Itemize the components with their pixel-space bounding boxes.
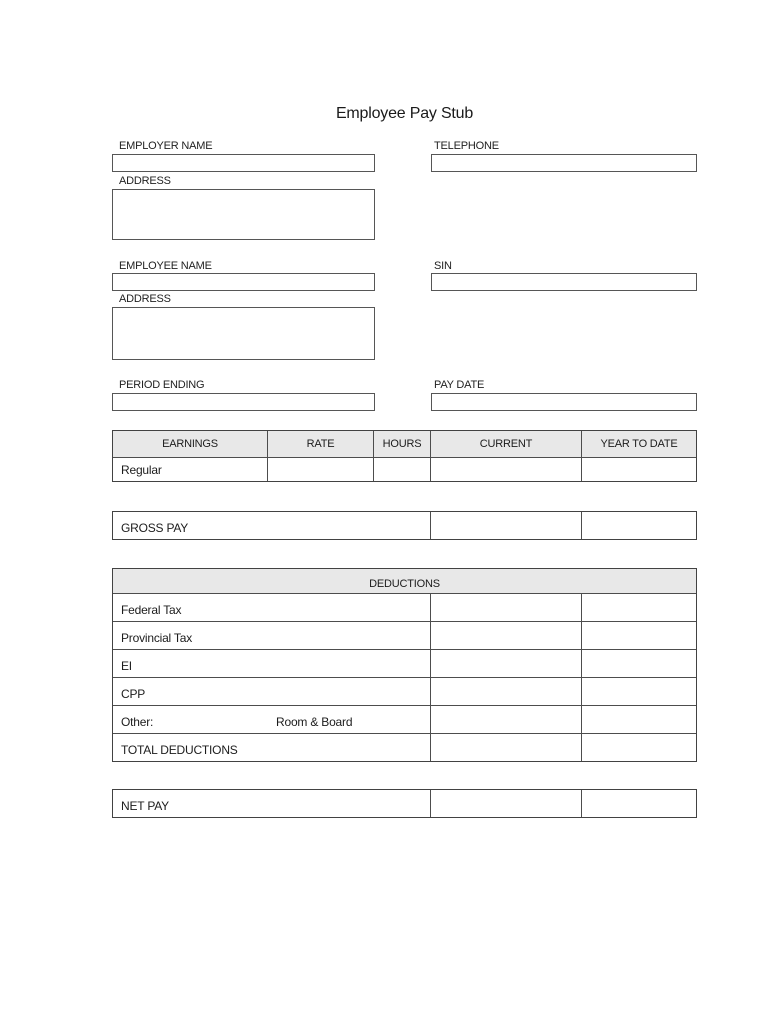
sin-input[interactable]: [431, 273, 697, 291]
deduction-federal-tax-label: Federal Tax: [113, 594, 430, 621]
earnings-header-year-to-date: YEAR TO DATE: [582, 431, 696, 457]
deduction-federal-tax-current-cell[interactable]: [431, 594, 581, 621]
earnings-ytd-cell[interactable]: [582, 458, 696, 481]
employee-address-label: ADDRESS: [119, 293, 171, 305]
gross-pay-ytd-cell[interactable]: [582, 512, 696, 539]
deductions-header: DEDUCTIONS: [113, 569, 696, 593]
net-pay-label: NET PAY: [113, 790, 430, 817]
deduction-provincial-tax-label: Provincial Tax: [113, 622, 430, 649]
period-ending-input[interactable]: [112, 393, 375, 411]
net-pay-ytd-cell[interactable]: [582, 790, 696, 817]
deduction-other-current-cell[interactable]: [431, 706, 581, 733]
employer-address-label: ADDRESS: [119, 175, 171, 187]
net-pay-table: [112, 789, 697, 818]
earnings-hours-cell[interactable]: [374, 458, 430, 481]
total-deductions-ytd-cell[interactable]: [582, 734, 696, 761]
telephone-label: TELEPHONE: [434, 140, 499, 152]
net-pay-current-cell[interactable]: [431, 790, 581, 817]
earnings-row-label: Regular: [113, 458, 267, 481]
deduction-cpp-current-cell[interactable]: [431, 678, 581, 705]
deduction-ei-ytd-cell[interactable]: [582, 650, 696, 677]
deduction-other-ytd-cell[interactable]: [582, 706, 696, 733]
deduction-other-label-text: Other:: [121, 715, 154, 729]
sin-label: SIN: [434, 260, 452, 272]
gross-pay-table: [112, 511, 697, 540]
deduction-other-detail: Room & Board: [276, 715, 353, 729]
earnings-current-cell[interactable]: [431, 458, 581, 481]
deduction-ei-label: EI: [113, 650, 430, 677]
total-deductions-current-cell[interactable]: [431, 734, 581, 761]
employer-address-input[interactable]: [112, 189, 375, 240]
employer-name-input[interactable]: [112, 154, 375, 172]
gross-pay-label: GROSS PAY: [113, 512, 430, 539]
deduction-ei-current-cell[interactable]: [431, 650, 581, 677]
employer-name-label: EMPLOYER NAME: [119, 140, 213, 152]
deduction-federal-tax-ytd-cell[interactable]: [582, 594, 696, 621]
earnings-header-earnings: EARNINGS: [113, 431, 267, 457]
employee-name-input[interactable]: [112, 273, 375, 291]
pay-date-label: PAY DATE: [434, 379, 485, 391]
deduction-other-label: [113, 706, 430, 733]
pay-date-input[interactable]: [431, 393, 697, 411]
earnings-table: [112, 430, 697, 482]
page-title: Employee Pay Stub: [335, 105, 474, 122]
total-deductions-label: TOTAL DEDUCTIONS: [113, 734, 430, 761]
gross-pay-current-cell[interactable]: [431, 512, 581, 539]
earnings-rate-cell[interactable]: [268, 458, 373, 481]
period-ending-label: PERIOD ENDING: [119, 379, 205, 391]
deduction-provincial-tax-current-cell[interactable]: [431, 622, 581, 649]
telephone-input[interactable]: [431, 154, 697, 172]
employee-name-label: EMPLOYEE NAME: [119, 260, 212, 272]
deduction-cpp-ytd-cell[interactable]: [582, 678, 696, 705]
deduction-provincial-tax-ytd-cell[interactable]: [582, 622, 696, 649]
employee-address-input[interactable]: [112, 307, 375, 360]
earnings-header-rate: RATE: [268, 431, 373, 457]
deductions-table: [112, 568, 697, 762]
earnings-header-hours: HOURS: [374, 431, 430, 457]
deduction-cpp-label: CPP: [113, 678, 430, 705]
earnings-header-current: CURRENT: [431, 431, 581, 457]
